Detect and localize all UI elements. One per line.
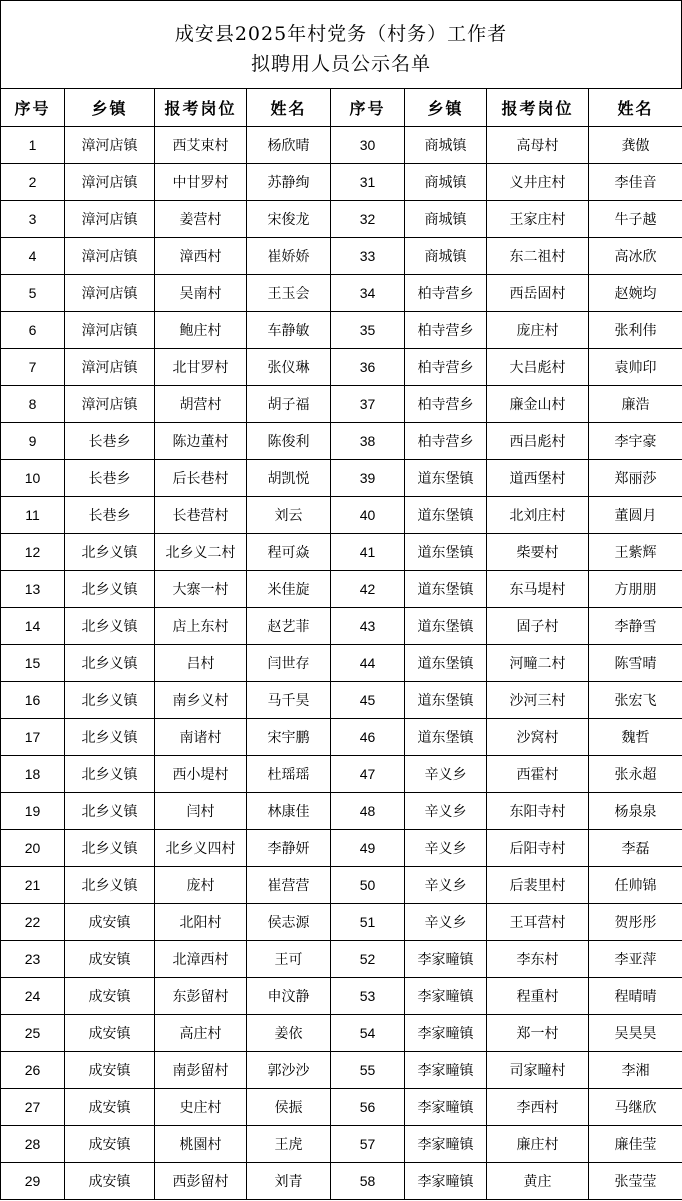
right-name-cell: 方朋朋 (589, 571, 682, 608)
left-township-cell: 北乡义镇 (65, 682, 155, 719)
right-serial-cell: 38 (331, 423, 405, 460)
left-position-cell: 胡营村 (155, 386, 247, 423)
left-township-cell: 成安镇 (65, 904, 155, 941)
left-serial-cell: 16 (1, 682, 65, 719)
right-township-cell: 李家疃镇 (405, 978, 487, 1015)
right-name-cell: 廉佳莹 (589, 1126, 682, 1163)
table-row (1, 978, 682, 1015)
left-position-cell: 桃園村 (155, 1126, 247, 1163)
left-serial-cell: 9 (1, 423, 65, 460)
table-row (1, 1052, 682, 1089)
left-serial-cell: 13 (1, 571, 65, 608)
left-position-cell: 吕村 (155, 645, 247, 682)
right-name-cell: 任帅锦 (589, 867, 682, 904)
left-township-cell: 漳河店镇 (65, 127, 155, 164)
left-serial-cell: 12 (1, 534, 65, 571)
right-position-cell: 李东村 (487, 941, 589, 978)
right-serial-cell: 54 (331, 1015, 405, 1052)
right-position-cell: 柴要村 (487, 534, 589, 571)
right-township-cell: 李家疃镇 (405, 1015, 487, 1052)
right-serial-cell: 30 (331, 127, 405, 164)
header-position-left: 报考岗位 (155, 89, 247, 127)
right-township-cell: 道东堡镇 (405, 534, 487, 571)
right-position-cell: 李西村 (487, 1089, 589, 1126)
table-row (1, 608, 682, 645)
right-township-cell: 李家疃镇 (405, 941, 487, 978)
header-serial-left: 序号 (1, 89, 65, 127)
right-serial-cell: 34 (331, 275, 405, 312)
right-township-cell: 柏寺营乡 (405, 275, 487, 312)
right-serial-cell: 46 (331, 719, 405, 756)
left-township-cell: 长巷乡 (65, 460, 155, 497)
document-title (0, 0, 682, 88)
left-name-cell: 申汶静 (247, 978, 331, 1015)
left-serial-cell: 23 (1, 941, 65, 978)
right-name-cell: 李宇豪 (589, 423, 682, 460)
right-position-cell: 王家庄村 (487, 201, 589, 238)
left-name-cell: 刘云 (247, 497, 331, 534)
right-name-cell: 牛子越 (589, 201, 682, 238)
right-name-cell: 杨泉泉 (589, 793, 682, 830)
left-name-cell: 王可 (247, 941, 331, 978)
right-serial-cell: 55 (331, 1052, 405, 1089)
left-township-cell: 成安镇 (65, 978, 155, 1015)
right-township-cell: 商城镇 (405, 127, 487, 164)
left-name-cell: 王玉会 (247, 275, 331, 312)
right-name-cell: 李磊 (589, 830, 682, 867)
left-serial-cell: 1 (1, 127, 65, 164)
table-row (1, 349, 682, 386)
left-township-cell: 成安镇 (65, 941, 155, 978)
right-name-cell: 贺彤彤 (589, 904, 682, 941)
left-serial-cell: 11 (1, 497, 65, 534)
table-row (1, 941, 682, 978)
table-row (1, 386, 682, 423)
left-name-cell: 杜瑶瑶 (247, 756, 331, 793)
table-row (1, 645, 682, 682)
left-township-cell: 成安镇 (65, 1052, 155, 1089)
left-township-cell: 成安镇 (65, 1015, 155, 1052)
right-name-cell: 张莹莹 (589, 1163, 682, 1200)
right-name-cell: 李佳音 (589, 164, 682, 201)
left-township-cell: 长巷乡 (65, 423, 155, 460)
left-name-cell: 宋俊龙 (247, 201, 331, 238)
left-name-cell: 侯志源 (247, 904, 331, 941)
right-township-cell: 李家疃镇 (405, 1163, 487, 1200)
right-serial-cell: 36 (331, 349, 405, 386)
right-township-cell: 李家疃镇 (405, 1052, 487, 1089)
left-position-cell: 漳西村 (155, 238, 247, 275)
right-township-cell: 柏寺营乡 (405, 423, 487, 460)
right-township-cell: 道东堡镇 (405, 608, 487, 645)
left-position-cell: 西艾束村 (155, 127, 247, 164)
table-row (1, 164, 682, 201)
left-township-cell: 北乡义镇 (65, 571, 155, 608)
left-name-cell: 赵艺菲 (247, 608, 331, 645)
right-position-cell: 黄庄 (487, 1163, 589, 1200)
table-row (1, 497, 682, 534)
left-position-cell: 陈边董村 (155, 423, 247, 460)
right-position-cell: 庞庄村 (487, 312, 589, 349)
right-position-cell: 固子村 (487, 608, 589, 645)
left-name-cell: 程可焱 (247, 534, 331, 571)
right-name-cell: 张宏飞 (589, 682, 682, 719)
right-township-cell: 道东堡镇 (405, 460, 487, 497)
right-position-cell: 沙窝村 (487, 719, 589, 756)
left-serial-cell: 7 (1, 349, 65, 386)
right-position-cell: 西吕彪村 (487, 423, 589, 460)
left-position-cell: 南乡义村 (155, 682, 247, 719)
left-township-cell: 北乡义镇 (65, 534, 155, 571)
left-serial-cell: 10 (1, 460, 65, 497)
left-serial-cell: 20 (1, 830, 65, 867)
right-position-cell: 东马堤村 (487, 571, 589, 608)
right-name-cell: 赵婉均 (589, 275, 682, 312)
right-position-cell: 后阳寺村 (487, 830, 589, 867)
right-name-cell: 吴昊昊 (589, 1015, 682, 1052)
right-township-cell: 李家疃镇 (405, 1126, 487, 1163)
left-name-cell: 姜依 (247, 1015, 331, 1052)
table-row (1, 682, 682, 719)
left-township-cell: 北乡义镇 (65, 719, 155, 756)
left-name-cell: 胡凯悦 (247, 460, 331, 497)
left-township-cell: 成安镇 (65, 1089, 155, 1126)
right-township-cell: 李家疃镇 (405, 1089, 487, 1126)
left-serial-cell: 5 (1, 275, 65, 312)
table-row (1, 867, 682, 904)
left-township-cell: 北乡义镇 (65, 608, 155, 645)
table-row (1, 1089, 682, 1126)
right-serial-cell: 33 (331, 238, 405, 275)
left-serial-cell: 29 (1, 1163, 65, 1200)
left-position-cell: 北阳村 (155, 904, 247, 941)
left-name-cell: 李静妍 (247, 830, 331, 867)
left-serial-cell: 6 (1, 312, 65, 349)
header-name-left: 姓名 (247, 89, 331, 127)
right-serial-cell: 44 (331, 645, 405, 682)
left-name-cell: 崔娇娇 (247, 238, 331, 275)
left-position-cell: 高庄村 (155, 1015, 247, 1052)
right-township-cell: 道东堡镇 (405, 682, 487, 719)
right-name-cell: 李亚萍 (589, 941, 682, 978)
left-serial-cell: 4 (1, 238, 65, 275)
left-township-cell: 长巷乡 (65, 497, 155, 534)
right-serial-cell: 41 (331, 534, 405, 571)
title-line-1: 成安县2025年村党务（村务）工作者 (174, 23, 508, 45)
left-position-cell: 北乡义四村 (155, 830, 247, 867)
left-township-cell: 漳河店镇 (65, 312, 155, 349)
left-township-cell: 北乡义镇 (65, 830, 155, 867)
left-position-cell: 中甘罗村 (155, 164, 247, 201)
left-name-cell: 王虎 (247, 1126, 331, 1163)
left-serial-cell: 18 (1, 756, 65, 793)
right-township-cell: 柏寺营乡 (405, 386, 487, 423)
left-township-cell: 漳河店镇 (65, 164, 155, 201)
right-name-cell: 张永超 (589, 756, 682, 793)
left-position-cell: 北漳西村 (155, 941, 247, 978)
table-row (1, 275, 682, 312)
right-name-cell: 董圆月 (589, 497, 682, 534)
right-serial-cell: 51 (331, 904, 405, 941)
table-row (1, 756, 682, 793)
right-name-cell: 陈雪晴 (589, 645, 682, 682)
right-position-cell: 高母村 (487, 127, 589, 164)
right-serial-cell: 53 (331, 978, 405, 1015)
left-serial-cell: 21 (1, 867, 65, 904)
left-township-cell: 漳河店镇 (65, 238, 155, 275)
right-township-cell: 辛义乡 (405, 867, 487, 904)
right-township-cell: 商城镇 (405, 164, 487, 201)
right-township-cell: 柏寺营乡 (405, 349, 487, 386)
left-name-cell: 张仪琳 (247, 349, 331, 386)
table-row (1, 1163, 682, 1200)
right-position-cell: 司家疃村 (487, 1052, 589, 1089)
right-serial-cell: 52 (331, 941, 405, 978)
table-row (1, 1015, 682, 1052)
left-position-cell: 北乡义二村 (155, 534, 247, 571)
right-township-cell: 道东堡镇 (405, 719, 487, 756)
left-serial-cell: 19 (1, 793, 65, 830)
right-name-cell: 李静雪 (589, 608, 682, 645)
right-position-cell: 郑一村 (487, 1015, 589, 1052)
table-row (1, 793, 682, 830)
right-serial-cell: 56 (331, 1089, 405, 1126)
left-serial-cell: 8 (1, 386, 65, 423)
left-position-cell: 庞村 (155, 867, 247, 904)
left-name-cell: 闫世存 (247, 645, 331, 682)
right-serial-cell: 32 (331, 201, 405, 238)
right-serial-cell: 42 (331, 571, 405, 608)
left-serial-cell: 24 (1, 978, 65, 1015)
right-serial-cell: 35 (331, 312, 405, 349)
left-township-cell: 成安镇 (65, 1163, 155, 1200)
right-township-cell: 辛义乡 (405, 904, 487, 941)
right-serial-cell: 39 (331, 460, 405, 497)
left-position-cell: 店上东村 (155, 608, 247, 645)
left-name-cell: 苏静绚 (247, 164, 331, 201)
left-serial-cell: 28 (1, 1126, 65, 1163)
left-township-cell: 北乡义镇 (65, 867, 155, 904)
left-position-cell: 西小堤村 (155, 756, 247, 793)
right-position-cell: 王耳营村 (487, 904, 589, 941)
left-position-cell: 大寨一村 (155, 571, 247, 608)
left-name-cell: 陈俊利 (247, 423, 331, 460)
left-serial-cell: 14 (1, 608, 65, 645)
left-position-cell: 鲍庄村 (155, 312, 247, 349)
right-serial-cell: 50 (331, 867, 405, 904)
left-township-cell: 北乡义镇 (65, 756, 155, 793)
right-position-cell: 沙河三村 (487, 682, 589, 719)
right-serial-cell: 58 (331, 1163, 405, 1200)
right-position-cell: 程重村 (487, 978, 589, 1015)
left-township-cell: 漳河店镇 (65, 349, 155, 386)
right-township-cell: 商城镇 (405, 201, 487, 238)
right-position-cell: 北刘庄村 (487, 497, 589, 534)
header-township-right: 乡镇 (405, 89, 487, 127)
right-township-cell: 道东堡镇 (405, 645, 487, 682)
left-position-cell: 南诸村 (155, 719, 247, 756)
right-township-cell: 道东堡镇 (405, 497, 487, 534)
table-row (1, 423, 682, 460)
left-serial-cell: 3 (1, 201, 65, 238)
right-serial-cell: 49 (331, 830, 405, 867)
left-name-cell: 林康佳 (247, 793, 331, 830)
left-name-cell: 胡子福 (247, 386, 331, 423)
left-position-cell: 北甘罗村 (155, 349, 247, 386)
left-name-cell: 崔营营 (247, 867, 331, 904)
left-position-cell: 南彭留村 (155, 1052, 247, 1089)
right-position-cell: 后裴里村 (487, 867, 589, 904)
table-row (1, 201, 682, 238)
left-position-cell: 吴南村 (155, 275, 247, 312)
left-name-cell: 车静敏 (247, 312, 331, 349)
right-position-cell: 东二祖村 (487, 238, 589, 275)
right-position-cell: 西岳固村 (487, 275, 589, 312)
right-township-cell: 道东堡镇 (405, 571, 487, 608)
right-position-cell: 道西堡村 (487, 460, 589, 497)
right-serial-cell: 43 (331, 608, 405, 645)
title-line-2: 拟聘用人员公示名单 (250, 53, 431, 75)
right-name-cell: 王紫辉 (589, 534, 682, 571)
left-township-cell: 漳河店镇 (65, 275, 155, 312)
left-position-cell: 闫村 (155, 793, 247, 830)
table-row (1, 1126, 682, 1163)
left-serial-cell: 26 (1, 1052, 65, 1089)
table-row (1, 719, 682, 756)
right-name-cell: 张利伟 (589, 312, 682, 349)
right-name-cell: 廉浩 (589, 386, 682, 423)
right-township-cell: 辛义乡 (405, 793, 487, 830)
header-position-right: 报考岗位 (487, 89, 589, 127)
left-position-cell: 姜营村 (155, 201, 247, 238)
left-name-cell: 米佳旋 (247, 571, 331, 608)
right-name-cell: 马继欣 (589, 1089, 682, 1126)
left-township-cell: 北乡义镇 (65, 645, 155, 682)
left-township-cell: 北乡义镇 (65, 793, 155, 830)
left-name-cell: 宋宇鹏 (247, 719, 331, 756)
right-name-cell: 魏哲 (589, 719, 682, 756)
left-township-cell: 成安镇 (65, 1126, 155, 1163)
table-body (1, 127, 682, 1200)
right-serial-cell: 48 (331, 793, 405, 830)
right-serial-cell: 40 (331, 497, 405, 534)
personnel-table (0, 88, 682, 1200)
right-serial-cell: 45 (331, 682, 405, 719)
right-name-cell: 程晴晴 (589, 978, 682, 1015)
header-serial-right: 序号 (331, 89, 405, 127)
right-name-cell: 袁帅印 (589, 349, 682, 386)
left-position-cell: 东彭留村 (155, 978, 247, 1015)
right-township-cell: 柏寺营乡 (405, 312, 487, 349)
left-name-cell: 杨欣晴 (247, 127, 331, 164)
table-row (1, 238, 682, 275)
header-township-left: 乡镇 (65, 89, 155, 127)
table-row (1, 904, 682, 941)
right-serial-cell: 31 (331, 164, 405, 201)
right-position-cell: 大吕彪村 (487, 349, 589, 386)
left-position-cell: 西彭留村 (155, 1163, 247, 1200)
right-position-cell: 东阳寺村 (487, 793, 589, 830)
table-row (1, 571, 682, 608)
left-serial-cell: 2 (1, 164, 65, 201)
left-position-cell: 后长巷村 (155, 460, 247, 497)
right-township-cell: 商城镇 (405, 238, 487, 275)
right-position-cell: 义井庄村 (487, 164, 589, 201)
right-name-cell: 高冰欣 (589, 238, 682, 275)
table-row (1, 127, 682, 164)
header-name-right: 姓名 (589, 89, 682, 127)
table-row (1, 830, 682, 867)
right-township-cell: 辛义乡 (405, 756, 487, 793)
right-name-cell: 龚傲 (589, 127, 682, 164)
left-township-cell: 漳河店镇 (65, 201, 155, 238)
left-serial-cell: 25 (1, 1015, 65, 1052)
left-name-cell: 侯振 (247, 1089, 331, 1126)
left-position-cell: 史庄村 (155, 1089, 247, 1126)
left-name-cell: 马千昊 (247, 682, 331, 719)
left-serial-cell: 15 (1, 645, 65, 682)
left-township-cell: 漳河店镇 (65, 386, 155, 423)
right-serial-cell: 47 (331, 756, 405, 793)
left-serial-cell: 22 (1, 904, 65, 941)
left-name-cell: 郭沙沙 (247, 1052, 331, 1089)
right-serial-cell: 37 (331, 386, 405, 423)
table-row (1, 460, 682, 497)
right-name-cell: 李湘 (589, 1052, 682, 1089)
table-row (1, 312, 682, 349)
left-name-cell: 刘青 (247, 1163, 331, 1200)
left-position-cell: 长巷营村 (155, 497, 247, 534)
right-position-cell: 河疃二村 (487, 645, 589, 682)
table-header-row (1, 89, 682, 127)
right-position-cell: 廉庄村 (487, 1126, 589, 1163)
table-row (1, 534, 682, 571)
left-serial-cell: 27 (1, 1089, 65, 1126)
right-serial-cell: 57 (331, 1126, 405, 1163)
right-position-cell: 西霍村 (487, 756, 589, 793)
right-position-cell: 廉金山村 (487, 386, 589, 423)
right-township-cell: 辛义乡 (405, 830, 487, 867)
left-serial-cell: 17 (1, 719, 65, 756)
right-name-cell: 郑丽莎 (589, 460, 682, 497)
